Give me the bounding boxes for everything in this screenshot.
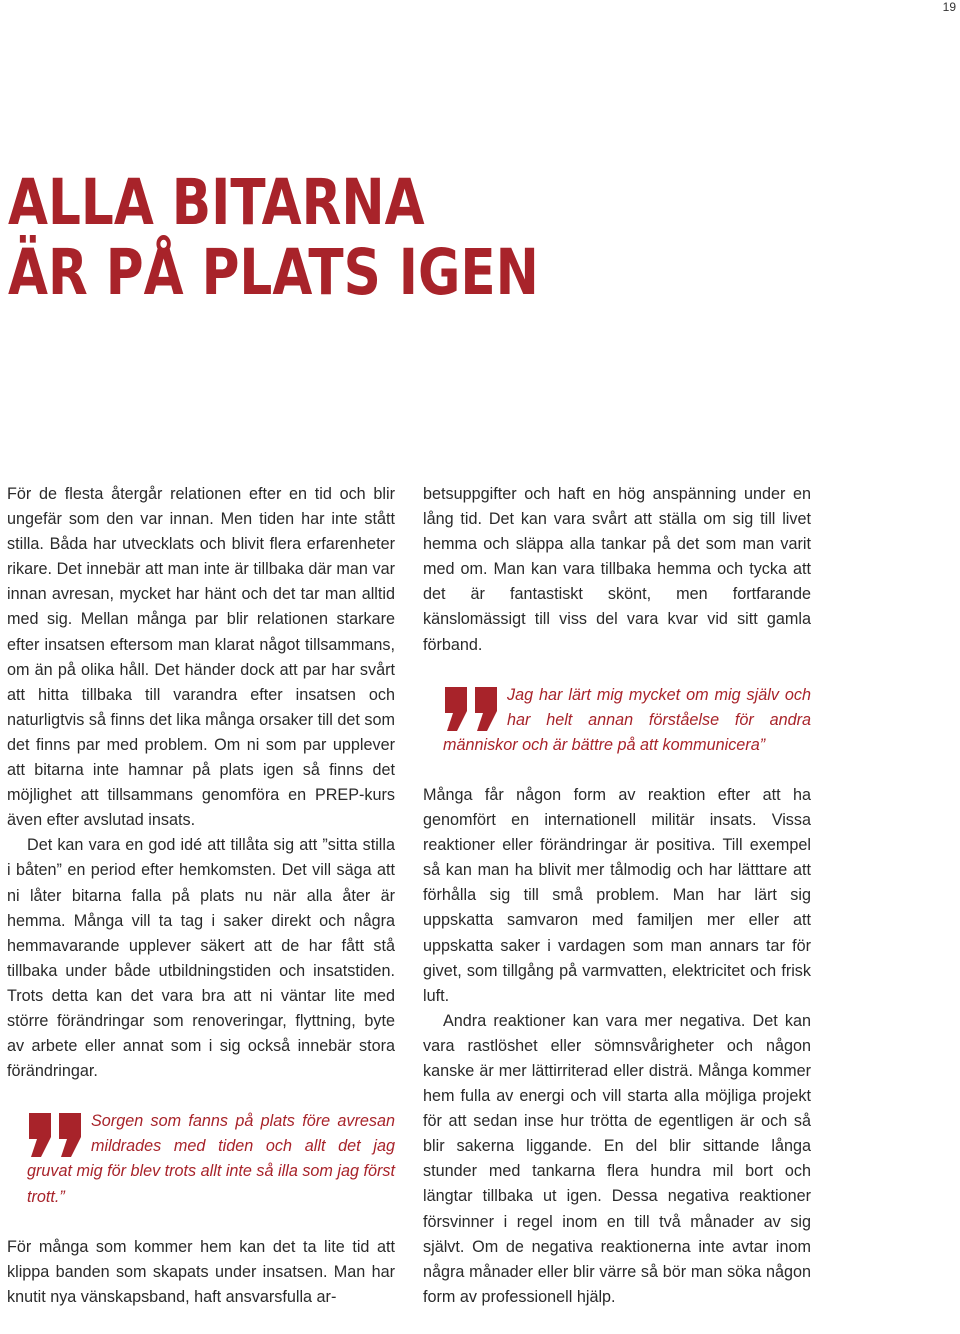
left-column xyxy=(7,482,395,1310)
title-line-2: ÄR PÅ PLATS IGEN xyxy=(8,236,539,309)
quote-mark-icon xyxy=(443,687,501,731)
page-title xyxy=(8,168,539,308)
paragraph: Det kan vara en god idé att tillåta sig att ”sitta stilla i båten” en period efter hemkomsten. Det vill säga att ni låter bitarna falla på plats nu när alla åter är hemma. Många vill ta tag i saker direkt och några hemmavarande upplever säkert att de har fått stå tillbaka under både utbildningstiden och insatstiden. Trots detta kan det vara bra att ni väntar lite med större förändringar som renoveringar, flyttning, byte av arbete eller annat som i sig också innebär stora förändringar. xyxy=(7,836,395,1081)
quote-mark-icon xyxy=(27,1113,85,1157)
right-column xyxy=(423,482,811,1310)
paragraph: betsuppgifter och haft en hög anspänning under en lång tid. Det kan vara svårt att ställa om sig till livet hemma och släppa alla tankar på det som man varit med om. Man kan vara tillbaka hemma och tycka att det är fantastiskt skönt, men fortfarande känslomässigt till viss del vara kvar vid sitt gamla förband. xyxy=(423,485,811,654)
paragraph: För de flesta återgår relationen efter en tid och blir ungefär som den var innan. Men tiden har inte stått stilla. Båda har utvecklats och blivit flera erfarenheter rikare. Det innebär att man inte är tillbaka där man var innan avresan, mycket har hänt och det tar man alltid med sig. Mellan många par blir relationen starkare efter insatsen eftersom man klarat något tillsammans, om än på olika håll. Det händer dock att par har svårt att hitta tillbaka till varandra efter insatsen och naturligtvis så finns det lika många orsaker till det som det finns par med problem. Om ni som par upplever att bitarna inte hamnar på plats igen så finns det möjlighet att tillsammans genomföra en PREP-kurs även efter avslutad insats. xyxy=(7,485,395,830)
page-number: 19 xyxy=(942,0,956,14)
pull-quote xyxy=(443,683,811,758)
title-line-1: ALLA BITARNA xyxy=(8,166,425,239)
paragraph: Andra reaktioner kan vara mer negativa. Det kan vara rastlöshet eller sömnsvårigheter och någon kanske är mer lättirriterad eller disträ. Många kommer hem fulla av energi och vill starta alla möjliga projekt för att sedan inse hur trötta de egentligen är och så blir sakerna liggande. En del blir sittande långa stunder med tankarna flera hundra mil bort och längtar tillbaka ut igen. Dessa negativa reaktioner försvinner i regel inom en till två månader av sig självt. Om de negativa reaktionerna inte avtar inom några månader eller blir värre så bör man söka någon form av professionell hjälp. xyxy=(423,1011,811,1306)
paragraph: Många får någon form av reaktion efter att ha genomfört en internationell militär insats. Vissa reaktioner eller förändringar är positiva. Till exempel så kan man ha blivit mer tålmodig och har lätttare att förhålla sig till små problem. Man har lärt sig uppskatta samvaron med familjen mer eller att uppskatta saker i vardagen som man annars tar för givet, som tillgång på varmvatten, elektricitet och frisk luft. xyxy=(423,785,811,1005)
pull-quote-text: Sorgen som fanns på plats före avresan mildrades med tiden och allt det jag gruvat mig för blev trots allt inte så illa som jag först trott.” xyxy=(27,1112,395,1206)
pull-quote xyxy=(27,1109,395,1209)
paragraph: För många som kommer hem kan det ta lite tid att klippa banden som skapats under insatsen. Man har knutit nya vänskapsband, haft ansvarsfulla ar- xyxy=(7,1237,395,1306)
pull-quote-text: Jag har lärt mig mycket om mig själv och har helt annan förståelse för andra människor och är bättre på att kommunicera” xyxy=(443,685,811,754)
